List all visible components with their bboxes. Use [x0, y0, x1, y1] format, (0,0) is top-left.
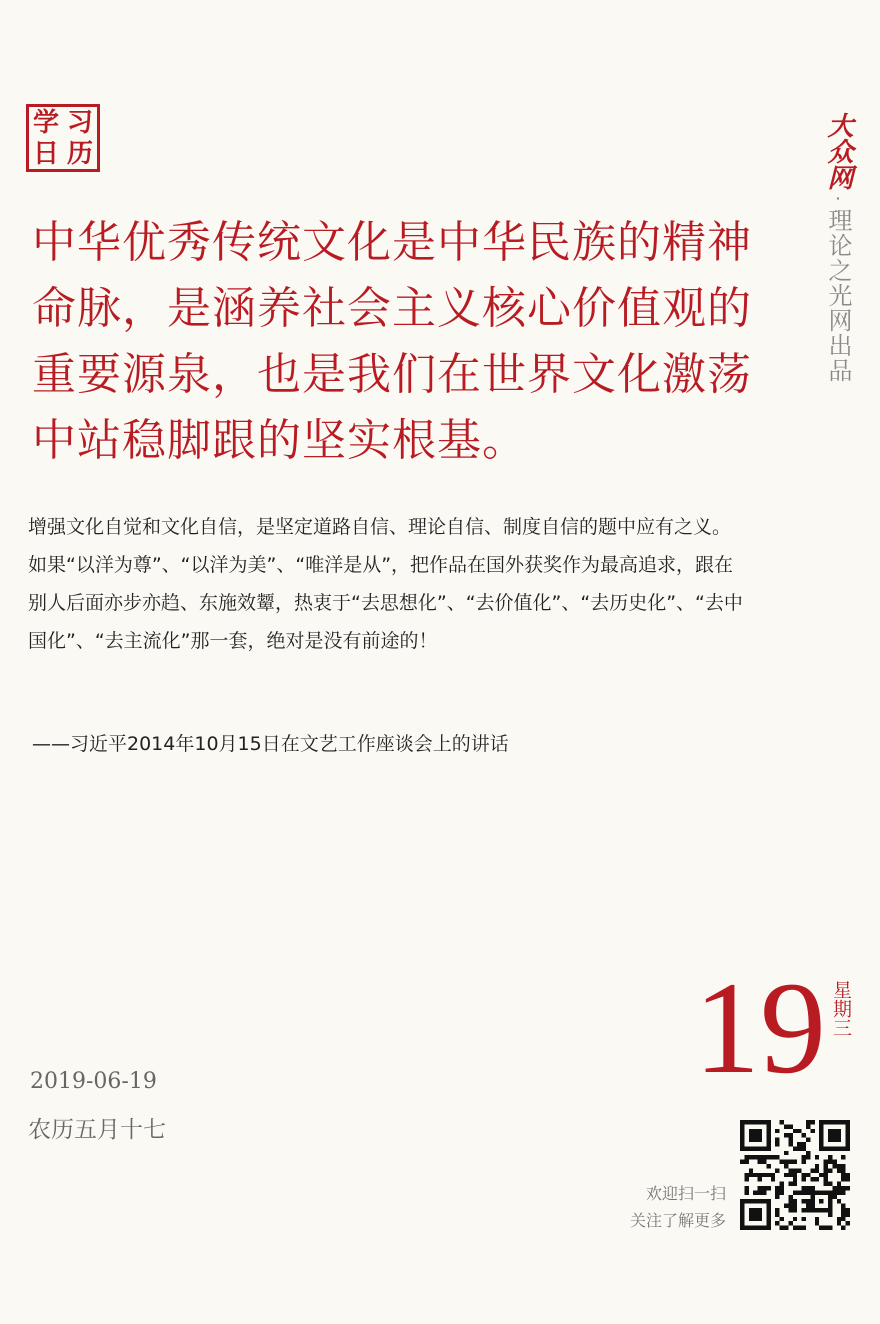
scan-line-2: 关注了解更多	[629, 1211, 726, 1230]
brand-separator: ·	[835, 189, 841, 208]
stamp-char: 历	[66, 138, 93, 169]
brand-subtitle: 理论之光网出品	[824, 208, 852, 383]
speech-excerpt: 增强文化自觉和文化自信，是坚定道路自信、理论自信、制度自信的题中应有之义。如果“以洋为尊”、“以洋为美”、“唯洋是从”，把作品在国外获奖作为最高追求，跟在别人后面亦步亦趋、东施效颦，热衷于“去思想化”、“去价值化”、“去历史化”、“去中国化”、“去主流化”那一套，绝对是没有前途的！	[28, 516, 743, 652]
headline-quote: 中华优秀传统文化是中华民族的精神命脉，是涵养社会主义核心价值观的重要源泉，也是我们在世界文化激荡中站稳脚跟的坚实根基。	[32, 217, 752, 466]
stamp-char: 日	[32, 138, 59, 169]
gregorian-date: 2019-06-19	[30, 1069, 157, 1094]
scan-line-1: 欢迎扫一扫	[645, 1184, 726, 1203]
stamp-char: 学	[32, 107, 59, 138]
weekday-label: 星期三	[830, 980, 852, 1037]
speech-source: ——习近平2014年10月15日在文艺工作座谈会上的讲话	[32, 733, 509, 755]
study-calendar-stamp	[26, 104, 100, 172]
lunar-date: 农历五月十七	[28, 1117, 166, 1143]
stamp-char: 习	[66, 107, 93, 138]
qr-code-icon[interactable]	[740, 1120, 850, 1230]
day-number: 19	[694, 954, 826, 1101]
brand-logo: 大众网	[823, 112, 853, 190]
scan-prompt	[606, 1180, 726, 1234]
brand-vertical	[818, 112, 858, 383]
